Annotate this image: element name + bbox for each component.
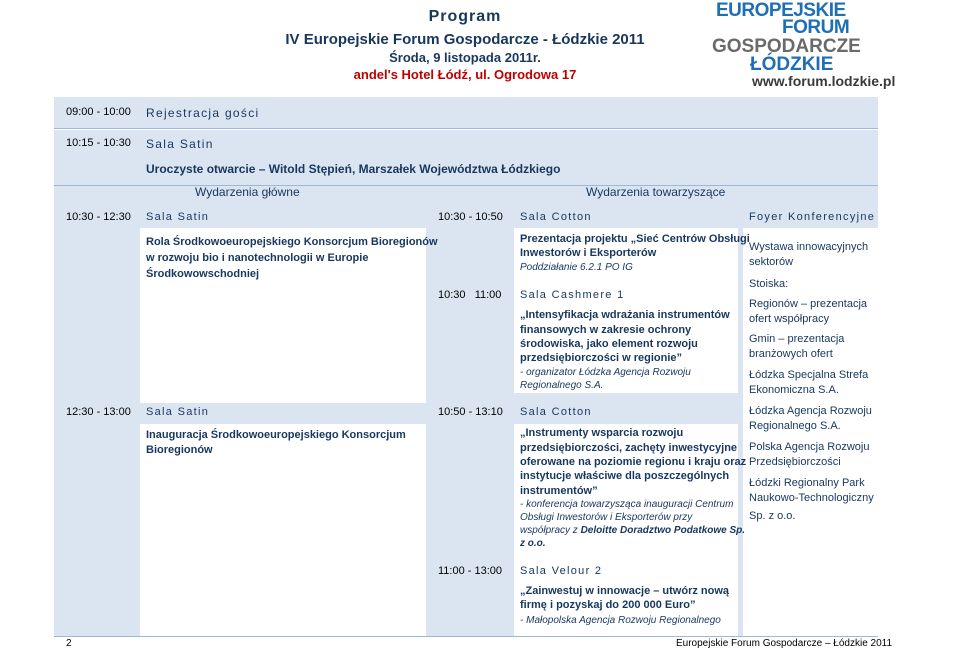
foyer-s10: Przedsiębiorczości [749,456,841,468]
opening-room: Sala Satin [146,137,214,151]
logo-url[interactable]: www.forum.lodzkie.pl [752,73,896,89]
foyer-s2: ofert współpracy [749,313,830,325]
event-name: IV Europejskie Forum Gospodarcze - Łódzkie 2011 [285,31,645,48]
block2-room: Sala Satin [146,406,210,418]
side3-l4: instytucje właściwe dla poszczególnych [520,470,730,482]
side1-room: Sala Cotton [520,211,592,223]
foyer-l2: sektorów [749,256,794,268]
opening-time: 10:15 - 10:30 [66,137,131,149]
side3-l8-prefix: współpracy z [520,525,581,536]
side3-time: 10:50 - 13:10 [438,406,503,418]
side4-l3: - Małopolska Agencja Rozwoju Regionalnego [520,615,721,626]
foyer-s5: Łódzka Specjalna Strefa [749,369,869,381]
logo-line-2: FORUM [782,17,850,38]
side2-l6: Regionalnego S.A. [520,380,604,391]
side4-time: 11:00 - 13:00 [438,565,503,577]
side1-title-l2: Inwestorów i Eksporterów [520,247,657,259]
event-venue: andel's Hotel Łódź, ul. Ogrodowa 17 [353,67,577,82]
foyer-stoiska: Stoiska: [749,278,789,290]
block1-time: 10:30 - 12:30 [66,211,131,223]
side3-l8-company: Deloitte Doradztwo Podatkowe Sp. [580,525,746,536]
page-number: 2 [66,638,72,649]
side3-l8 [520,523,745,538]
registration-time: 09:00 - 10:00 [66,106,131,118]
side2-l4: przedsiębiorczości w regionie” [520,352,682,364]
side3-l6: - konferencja towarzysząca inauguracji Centrum [520,499,734,510]
side2-room: Sala Cashmere 1 [520,289,625,301]
block1-room: Sala Satin [146,211,210,223]
side2-l3: środowiska, jako element rozwoju [520,338,698,350]
side-events-heading: Wydarzenia towarzyszące [586,185,726,199]
foyer-s3: Gmin – prezentacja [749,333,845,345]
side1-title-l1: Prezentacja projektu „Sieć Centrów Obsługi [520,233,750,245]
side4-room: Sala Velour 2 [520,565,603,577]
foyer-s6: Ekonomiczna S.A. [749,384,839,396]
block2-l1: Inauguracja Środkowoeuropejskiego Konsorcjum [146,429,406,441]
side1-time: 10:30 - 10:50 [438,211,503,223]
side3-l7: Obsługi Inwestorów i Eksporterów przy [520,512,693,523]
divider [54,128,878,129]
block2-time: 12:30 - 13:00 [66,406,131,418]
side3-l2: przedsiębiorczości, zachęty inwestycyjne [520,442,738,454]
opening-text: Uroczyste otwarcie – Witold Stępień, Marszałek Województwa Łódzkiego [146,162,561,176]
divider [54,185,878,186]
side4-l1: „Zainwestuj w innowacje – utwórz nową [520,585,730,597]
side3-l9: z o.o. [520,538,546,549]
side3-l5: instrumentów” [520,485,598,497]
logo-line-3: GOSPODARCZE [712,36,861,57]
foyer-s4: branżowych ofert [749,348,833,360]
program-title: Program [428,8,502,25]
foyer-s7: Łódzka Agencja Rozwoju [749,405,872,417]
foyer-room: Foyer Konferencyjne [749,211,876,223]
side3-l1: „Instrumenty wsparcia rozwoju [520,427,684,439]
foyer-l1: Wystawa innowacyjnych [749,241,869,253]
foyer-s11: Łódzki Regionalny Park [749,477,865,489]
side1-subtitle: Poddziałanie 6.2.1 PO IG [520,262,633,273]
side2-time: 10:30 11:00 [438,289,502,301]
block2-l2: Bioregionów [146,444,213,456]
side3-l3: oferowane na poziomie regionu i kraju oraz [520,456,747,468]
logo-line-4: ŁÓDZKIE [750,54,834,75]
foyer-s12: Naukowo-Technologiczny [749,492,874,504]
block1-title-l1: Rola Środkowoeuropejskiego Konsorcjum Bioregionów [146,236,438,248]
registration-label: Rejestracja gości [146,106,260,120]
logo-line-1: EUROPEJSKIE [716,0,846,21]
event-date: Środa, 9 listopada 2011r. [389,50,541,65]
footer-text: Europejskie Forum Gospodarcze – Łódzkie 2011 [676,638,893,649]
side4-l2: firmę i pozyskaj do 200 000 Euro” [520,599,696,611]
main-events-heading: Wydarzenia główne [195,185,300,199]
side2-l5: - organizator Łódzka Agencja Rozwoju [520,367,691,378]
side3-room: Sala Cotton [520,406,592,418]
foyer-s13: Sp. z o.o. [749,510,796,522]
foyer-s8: Regionalnego S.A. [749,420,841,432]
foyer-s9: Polska Agencja Rozwoju [749,441,870,453]
block1-title-l2: w rozwoju bio i nanotechnologii w Europie [146,252,369,264]
foyer-s1: Regionów – prezentacja [749,298,868,310]
side2-l2: finansowych w zakresie ochrony [520,324,692,336]
side2-l1: „Intensyfikacja wdrażania instrumentów [520,309,730,321]
block1-title-l3: Środkowowschodniej [146,268,260,280]
